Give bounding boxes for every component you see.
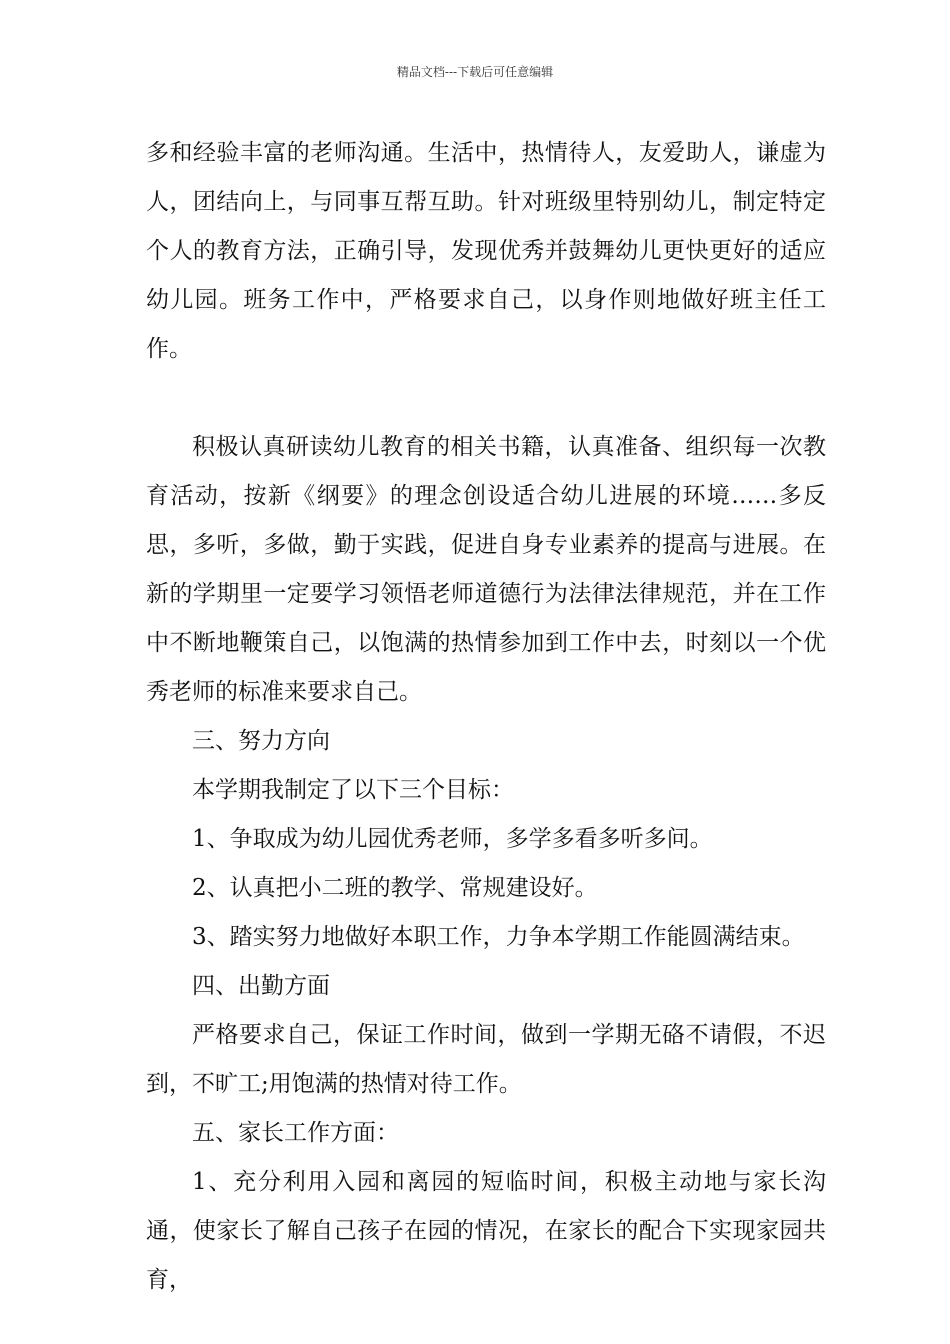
paragraph-continuation: 多和经验丰富的老师沟通。生活中，热情待人，友爱助人，谦虚为人，团结向上，与同事互帮互助。针对班级里特别幼儿，制定特定个人的教育方法，正确引导，发现优秀并鼓舞幼儿更快更好的适应幼儿园。班务工作中，严格要求自己，以身作则地做好班主任工作。	[146, 140, 826, 362]
section-heading-attendance: 四、出勤方面	[192, 973, 330, 999]
paragraph-parents-1: 1、充分利用入园和离园的短临时间，积极主动地与家长沟通，使家长了解自己孩子在园的情况，在家长的配合下实现家园共育，	[146, 1169, 826, 1293]
page-header: 精品文档---下载后可任意编辑	[396, 65, 554, 79]
section-heading-parents: 五、家长工作方面：	[192, 1120, 399, 1146]
paragraph-study: 积极认真研读幼儿教育的相关书籍，认真准备、组织每一次教育活动，按新《纲要》的理念创设适合幼儿进展的环境……多反思，多听，多做，勤于实践，促进自身专业素养的提高与进展。在新的学期里一定要学习领悟老师道德行为法律法律规范，并在工作中不断地鞭策自己，以饱满的热情参加到工作中去，时刻以一个优秀老师的标准来要求自己。	[146, 434, 826, 705]
goal-item-3: 3、踏实努力地做好本职工作，力争本学期工作能圆满结束。	[192, 924, 805, 950]
goal-item-2: 2、认真把小二班的教学、常规建设好。	[192, 875, 598, 901]
paragraph-gap	[146, 374, 826, 423]
goal-item-1: 1、争取成为幼儿园优秀老师，多学多看多听多问。	[192, 826, 713, 852]
section-heading-direction: 三、努力方向	[192, 728, 330, 754]
paragraph-goals-intro: 本学期我制定了以下三个目标：	[192, 777, 514, 803]
paragraph-attendance: 严格要求自己，保证工作时间，做到一学期无硌不请假，不迟到，不旷工;用饱满的热情对待工作。	[146, 1022, 826, 1097]
document-body	[146, 129, 826, 1305]
